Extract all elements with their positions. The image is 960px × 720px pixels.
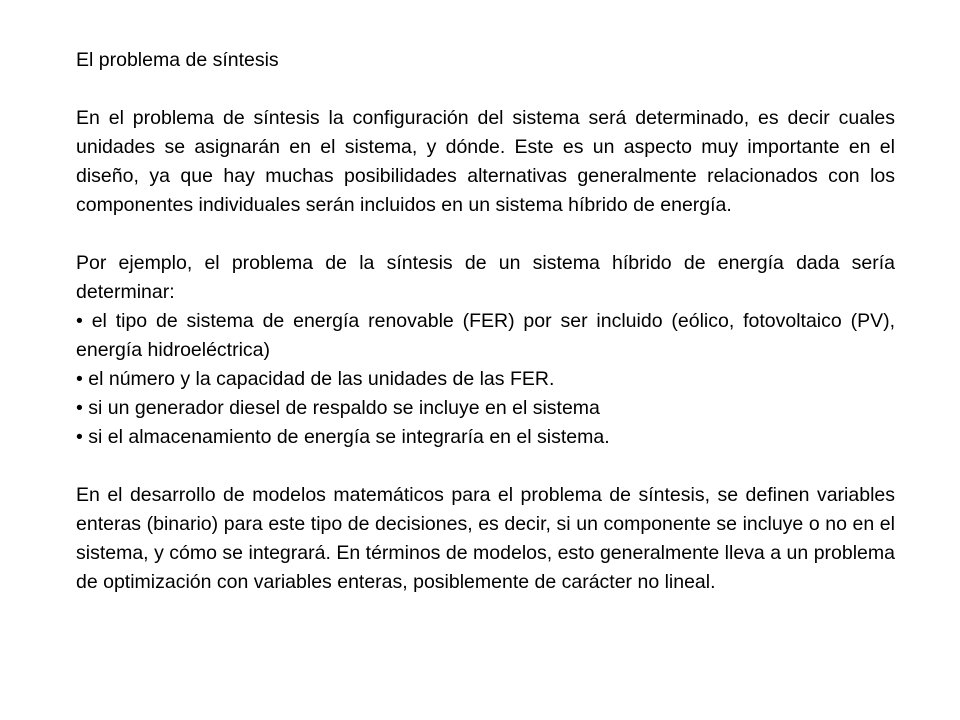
- paragraph-mathematical-models: En el desarrollo de modelos matemáticos para el problema de síntesis, se definen variables enteras (binario) para este tipo de decisiones, es decir, si un componente se incluye o no en el sistema, y cómo se integrará. En términos de modelos, esto generalmente lleva a un problema de optimización con variables enteras, posiblemente de carácter no lineal.: [76, 484, 895, 593]
- list-item-text: el número y la capacidad de las unidades de las FER.: [88, 368, 555, 390]
- bullet-icon: •: [76, 310, 83, 332]
- list-item-text: el tipo de sistema de energía renovable (FER) por ser incluido (eólico, fotovoltaico (PV), energía hidroeléctrica): [76, 310, 896, 361]
- bullet-icon: •: [76, 368, 83, 390]
- list-item: [76, 365, 895, 394]
- list-item-text: si el almacenamiento de energía se integraría en el sistema.: [88, 426, 610, 448]
- list-item: [76, 307, 895, 365]
- paragraph-example-intro: Por ejemplo, el problema de la síntesis de un sistema híbrido de energía dada sería determinar:: [76, 252, 895, 303]
- slide-content: [76, 46, 895, 626]
- paragraph-synthesis-definition: En el problema de síntesis la configuración del sistema será determinado, es decir cuales unidades se asignarán en el sistema, y dónde. Este es un aspecto muy importante en el diseño, ya que hay muchas posibilidades alternativas generalmente relacionados con los componentes individuales serán incluidos en un sistema híbrido de energía.: [76, 107, 895, 216]
- bullet-icon: •: [76, 397, 83, 419]
- list-item-text: si un generador diesel de respaldo se incluye en el sistema: [88, 397, 600, 419]
- list-item: [76, 423, 895, 452]
- slide-title: El problema de síntesis: [76, 49, 279, 71]
- bullet-list: [76, 307, 895, 452]
- list-item: [76, 394, 895, 423]
- bullet-icon: •: [76, 426, 83, 448]
